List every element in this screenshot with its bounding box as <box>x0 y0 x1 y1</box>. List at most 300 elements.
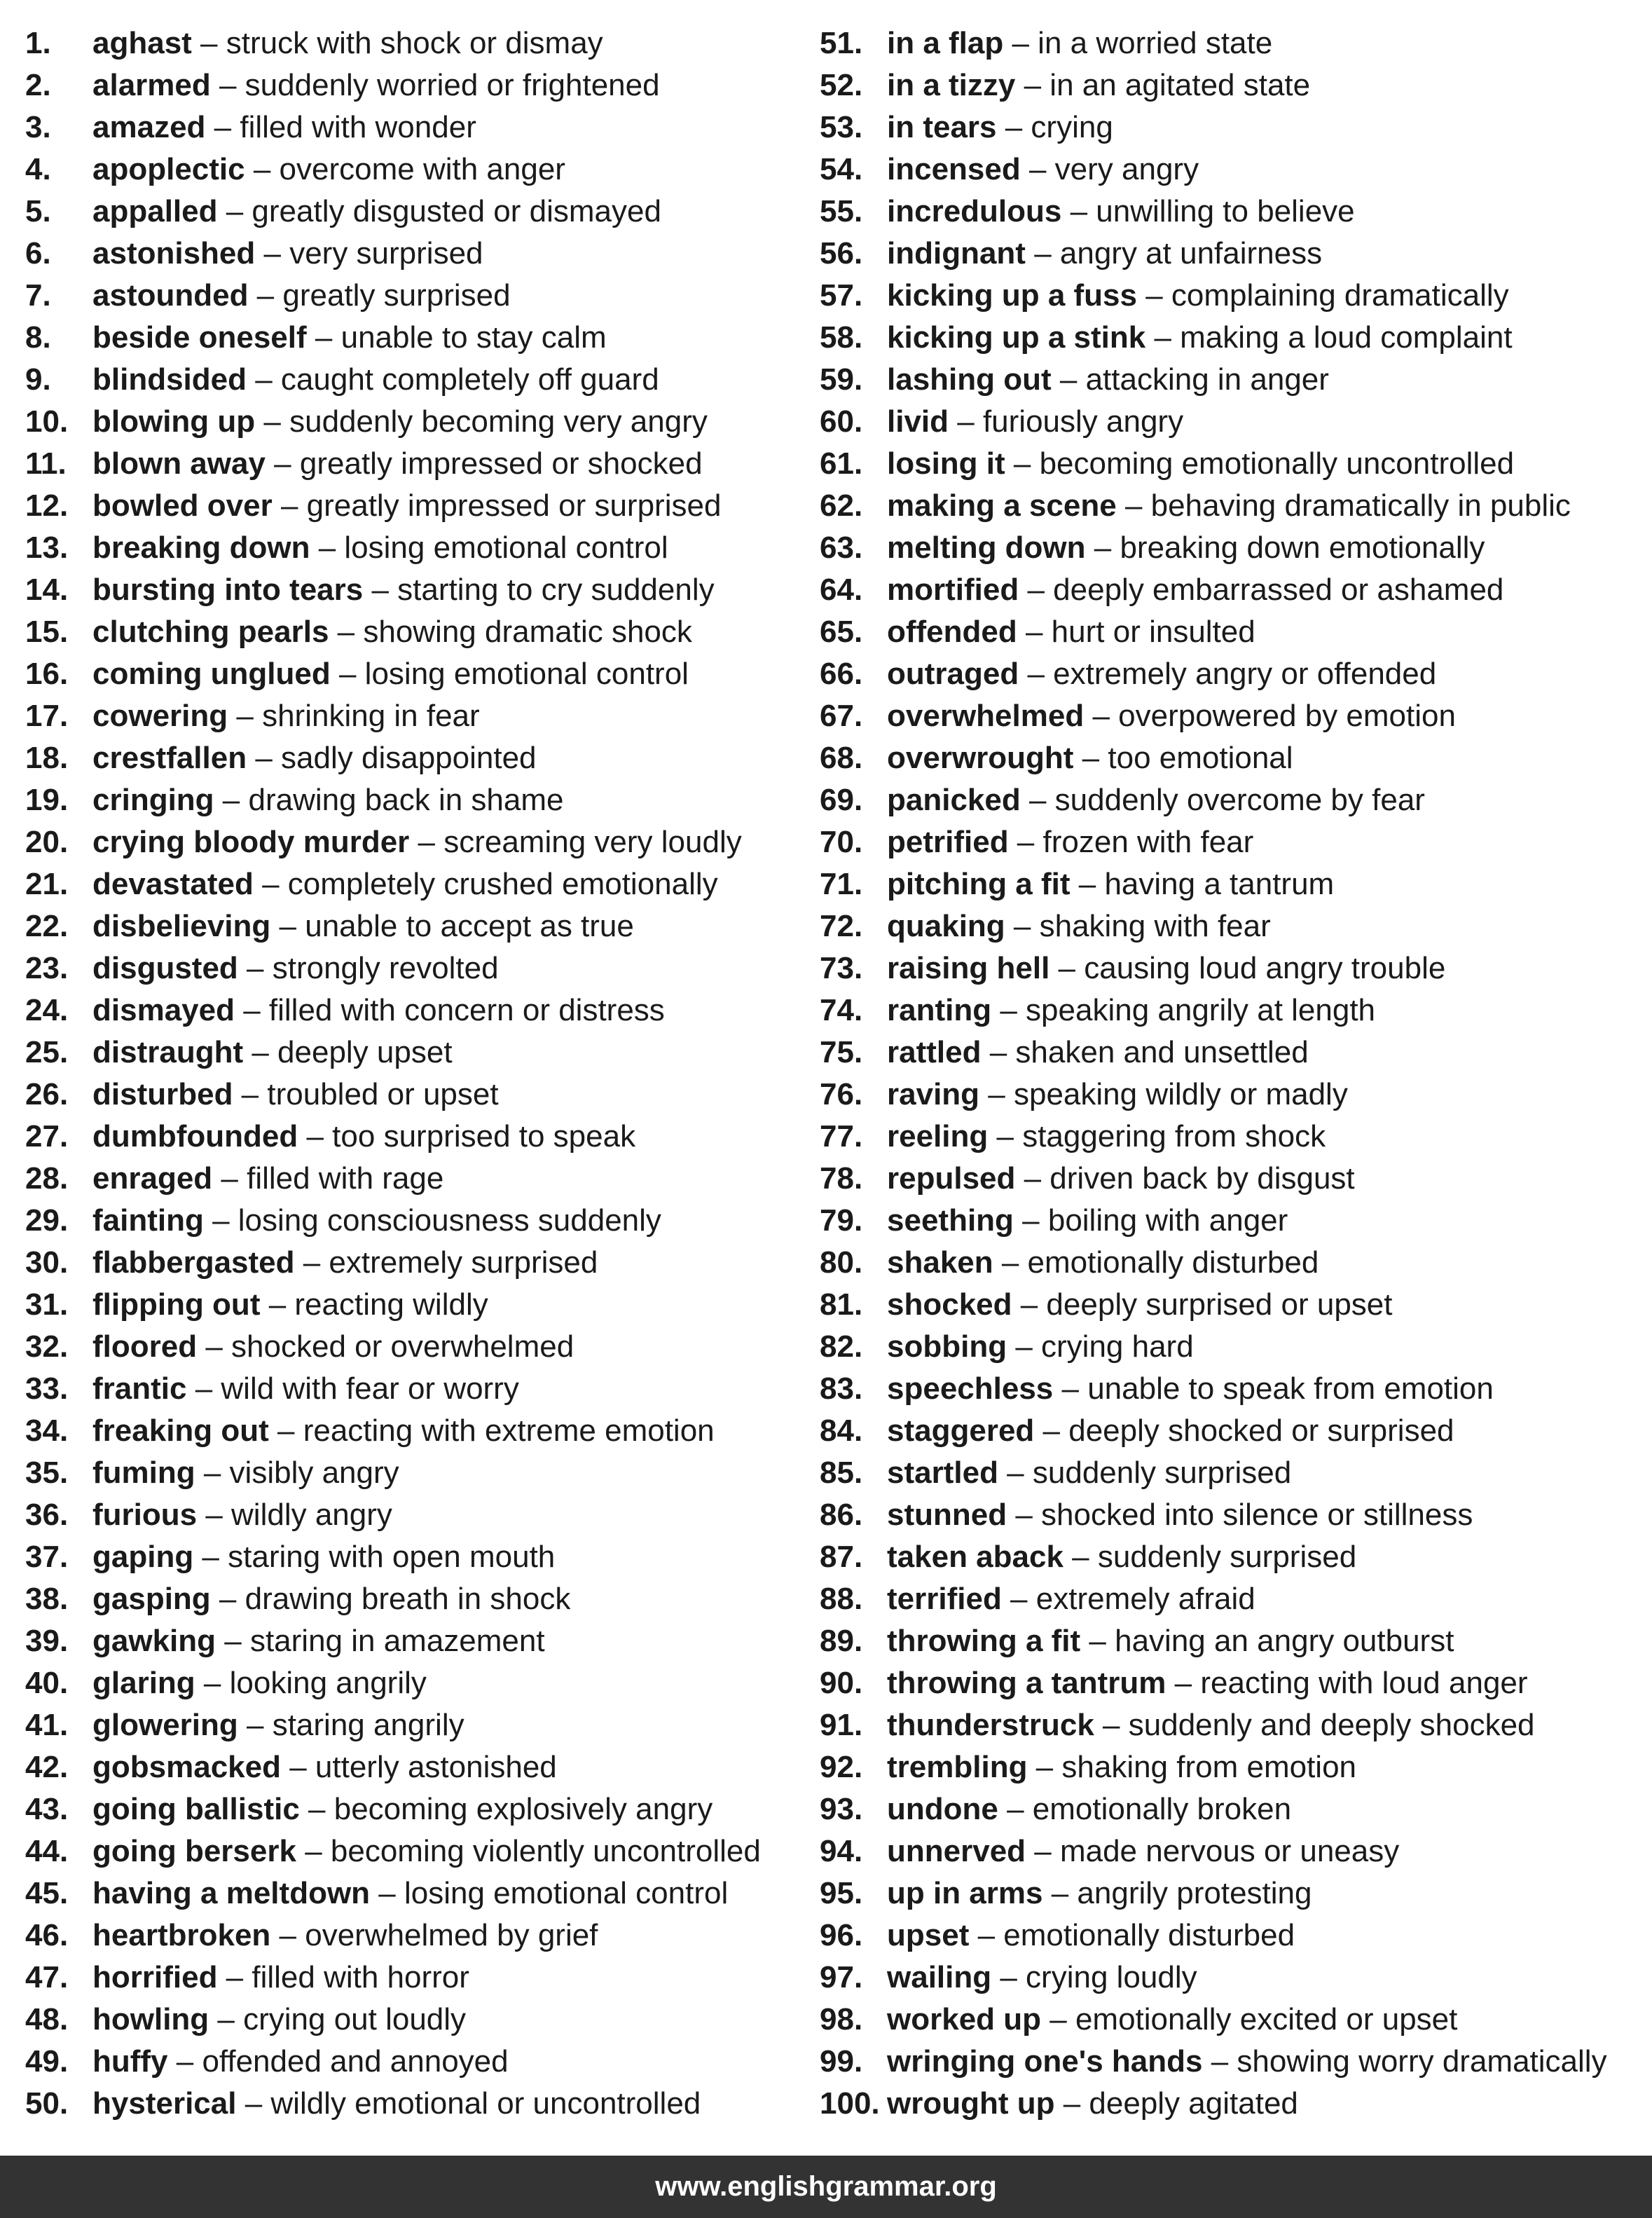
list-item-text <box>92 1200 661 1242</box>
list-item-number: 99. <box>820 2044 863 2079</box>
list-item-text <box>92 1074 499 1116</box>
list-item-term: repulsed <box>887 1161 1016 1196</box>
list-item-term: stunned <box>887 1498 1007 1532</box>
list-item <box>820 695 1646 737</box>
list-item-number: 83. <box>820 1371 863 1406</box>
list-item-number: 62. <box>820 488 863 523</box>
list-item-definition: – overwhelmed by grief <box>270 1918 598 1952</box>
list-item-term: appalled <box>92 194 218 228</box>
list-item-text <box>887 1326 1194 1368</box>
list-item-term: dismayed <box>92 993 235 1027</box>
list-item-number: 9. <box>25 362 51 397</box>
list-item-term: speechless <box>887 1371 1054 1406</box>
list-item-term: in a flap <box>887 26 1004 60</box>
list-item <box>820 990 1646 1032</box>
list-item-term: gasping <box>92 1582 211 1616</box>
list-item-text <box>887 863 1334 905</box>
list-item-number: 5. <box>25 194 51 228</box>
list-item-term: worked up <box>887 2002 1042 2036</box>
list-item <box>820 1536 1646 1578</box>
list-item-definition: – filled with wonder <box>205 110 476 144</box>
list-item-text <box>92 1662 427 1704</box>
list-item-text <box>887 1116 1326 1158</box>
list-item-text <box>887 905 1271 947</box>
list-item-definition: – behaving dramatically in public <box>1116 488 1571 523</box>
list-item-term: freaking out <box>92 1413 269 1448</box>
list-item <box>25 1368 810 1410</box>
list-item-number: 8. <box>25 320 51 355</box>
list-item-definition: – shocked or overwhelmed <box>197 1329 574 1364</box>
list-item-number: 21. <box>25 867 69 901</box>
list-item-term: astonished <box>92 236 256 271</box>
list-item-definition: – emotionally disturbed <box>993 1245 1319 1280</box>
list-item-definition: – greatly impressed or surprised <box>272 488 722 523</box>
list-item-text <box>887 1957 1197 1999</box>
list-item-text <box>887 1788 1291 1830</box>
list-item-term: blowing up <box>92 404 256 439</box>
list-item-definition: – extremely angry or offended <box>1019 657 1437 691</box>
list-item-number: 87. <box>820 1540 863 1574</box>
list-item <box>820 359 1646 401</box>
list-item <box>820 1915 1646 1957</box>
list-item <box>25 401 810 443</box>
list-item <box>25 863 810 905</box>
list-item-definition: – unable to accept as true <box>270 909 634 943</box>
list-item-number: 70. <box>820 825 863 859</box>
list-item-term: in a tizzy <box>887 68 1016 102</box>
list-item-number: 95. <box>820 1876 863 1910</box>
list-item-term: bursting into tears <box>92 573 364 607</box>
list-item-definition: – losing emotional control <box>370 1876 729 1910</box>
list-item-definition: – overcome with anger <box>245 152 565 186</box>
list-item <box>25 1032 810 1074</box>
list-item-text <box>887 569 1503 611</box>
list-item-definition: – wild with fear or worry <box>186 1371 519 1406</box>
list-item-definition: – suddenly surprised <box>1063 1540 1357 1574</box>
list-item-text <box>92 1957 469 1999</box>
list-item-definition: – having an angry outburst <box>1080 1624 1454 1658</box>
list-item-number: 25. <box>25 1035 69 1069</box>
list-item-text <box>92 1873 728 1915</box>
list-item-term: huffy <box>92 2044 168 2079</box>
list-item-definition: – reacting with extreme emotion <box>268 1413 715 1448</box>
footer-bar <box>0 2156 1652 2218</box>
list-item-definition: – drawing back in shame <box>214 783 564 817</box>
list-item <box>25 2041 810 2083</box>
list-item-definition: – greatly disgusted or dismayed <box>217 194 661 228</box>
list-item-number: 84. <box>820 1413 863 1448</box>
list-item-text <box>887 1200 1288 1242</box>
list-item-term: offended <box>887 615 1017 649</box>
list-item-term: overwhelmed <box>887 699 1085 733</box>
list-item-number: 20. <box>25 825 69 859</box>
list-item-term: flipping out <box>92 1287 261 1322</box>
list-item-term: disbelieving <box>92 909 271 943</box>
list-item <box>25 737 810 779</box>
list-item-text <box>92 990 665 1032</box>
list-item <box>25 821 810 863</box>
list-item-number: 63. <box>820 530 863 565</box>
list-item-number: 76. <box>820 1077 863 1111</box>
list-item-number: 32. <box>25 1329 69 1364</box>
list-item <box>25 149 810 191</box>
list-item-number: 37. <box>25 1540 69 1574</box>
list-item <box>25 695 810 737</box>
list-item-number: 36. <box>25 1498 69 1532</box>
list-item <box>25 485 810 527</box>
list-item <box>820 64 1646 107</box>
list-item <box>820 2083 1646 2125</box>
list-item-term: astounded <box>92 278 249 313</box>
list-item-term: crestfallen <box>92 741 247 775</box>
list-item-term: mortified <box>887 573 1019 607</box>
list-item-term: incredulous <box>887 194 1062 228</box>
list-item-number: 38. <box>25 1582 69 1616</box>
list-item-number: 30. <box>25 1245 69 1280</box>
list-item-definition: – unwilling to believe <box>1061 194 1355 228</box>
list-item-number: 16. <box>25 657 69 691</box>
list-item-text <box>887 611 1255 653</box>
list-item-number: 92. <box>820 1750 863 1784</box>
list-item <box>820 1746 1646 1788</box>
list-item-term: panicked <box>887 783 1021 817</box>
list-item <box>820 443 1646 485</box>
list-item-text <box>92 1494 392 1536</box>
list-item-term: clutching pearls <box>92 615 329 649</box>
list-item-definition: – filled with rage <box>212 1161 444 1196</box>
list-item <box>25 569 810 611</box>
list-item-definition: – staring in amazement <box>216 1624 545 1658</box>
list-item-term: wailing <box>887 1960 992 1994</box>
list-item-number: 39. <box>25 1624 69 1658</box>
list-item-number: 28. <box>25 1161 69 1196</box>
list-item-text <box>92 1536 555 1578</box>
list-item-term: heartbroken <box>92 1918 271 1952</box>
list-item-number: 41. <box>25 1708 69 1742</box>
list-item <box>25 527 810 569</box>
list-item-text <box>92 863 718 905</box>
list-item-number: 69. <box>820 783 863 817</box>
list-item <box>820 779 1646 821</box>
list-item <box>820 737 1646 779</box>
list-item-number: 35. <box>25 1456 69 1490</box>
list-item-term: cowering <box>92 699 228 733</box>
list-item-number: 34. <box>25 1413 69 1448</box>
list-item-text <box>92 401 708 443</box>
list-item-definition: – deeply embarrassed or ashamed <box>1019 573 1504 607</box>
list-item-text <box>92 107 476 149</box>
list-item-definition: – caught completely off guard <box>247 362 659 397</box>
list-item-text <box>887 149 1199 191</box>
list-item <box>25 1116 810 1158</box>
list-item-definition: – starting to cry suddenly <box>363 573 715 607</box>
list-item-text <box>92 1452 399 1494</box>
list-item-term: outraged <box>887 657 1019 691</box>
list-item-number: 29. <box>25 1203 69 1238</box>
list-item-text <box>887 1494 1473 1536</box>
list-item-number: 89. <box>820 1624 863 1658</box>
list-item-number: 90. <box>820 1666 863 1700</box>
list-item <box>820 1620 1646 1662</box>
list-item-term: cringing <box>92 783 214 817</box>
list-item-number: 72. <box>820 909 863 943</box>
list-item <box>820 905 1646 947</box>
list-item <box>25 107 810 149</box>
list-item <box>25 275 810 317</box>
list-item-definition: – driven back by disgust <box>1015 1161 1355 1196</box>
list-item <box>25 611 810 653</box>
list-item-number: 88. <box>820 1582 863 1616</box>
list-item-text <box>887 1578 1255 1620</box>
list-item-number: 26. <box>25 1077 69 1111</box>
list-item-definition: – suddenly worried or frightened <box>210 68 660 102</box>
list-item-term: pitching a fit <box>887 867 1071 901</box>
list-item-number: 53. <box>820 110 863 144</box>
list-item-text <box>92 947 499 990</box>
list-item-term: seething <box>887 1203 1014 1238</box>
list-item <box>820 233 1646 275</box>
list-item-text <box>887 359 1329 401</box>
list-item-term: wrought up <box>887 2086 1055 2121</box>
list-item-text <box>887 2041 1607 2083</box>
list-item-number: 85. <box>820 1456 863 1490</box>
list-item-term: amazed <box>92 110 206 144</box>
list-item-term: trembling <box>887 1750 1028 1784</box>
list-item-text <box>887 1915 1295 1957</box>
list-item-text <box>887 233 1322 275</box>
list-item-text <box>92 1620 545 1662</box>
list-item-text <box>92 1999 466 2041</box>
list-item-term: shocked <box>887 1287 1012 1322</box>
list-item <box>25 653 810 695</box>
list-item-text <box>887 653 1436 695</box>
list-item-term: gaping <box>92 1540 194 1574</box>
list-item-term: blindsided <box>92 362 247 397</box>
list-item-term: lashing out <box>887 362 1052 397</box>
list-item <box>820 1999 1646 2041</box>
list-item-text <box>887 1452 1291 1494</box>
list-item-term: wringing one's hands <box>887 2044 1203 2079</box>
list-item-definition: – hurt or insulted <box>1017 615 1255 649</box>
list-item-definition: – staggering from shock <box>988 1119 1326 1154</box>
list-item <box>820 1074 1646 1116</box>
list-item-text <box>887 1242 1319 1284</box>
list-item-term: dumbfounded <box>92 1119 298 1154</box>
list-item-number: 73. <box>820 951 863 985</box>
list-item-term: upset <box>887 1918 970 1952</box>
list-item-term: alarmed <box>92 68 211 102</box>
list-item-number: 97. <box>820 1960 863 1994</box>
list-item-text <box>887 1536 1356 1578</box>
list-item-definition: – very angry <box>1020 152 1199 186</box>
list-item <box>25 1915 810 1957</box>
list-item-text <box>92 485 721 527</box>
list-item-text <box>92 275 511 317</box>
list-item-text <box>92 737 537 779</box>
list-item-text <box>887 990 1375 1032</box>
list-item-definition: – attacking in anger <box>1051 362 1329 397</box>
list-item-term: horrified <box>92 1960 218 1994</box>
list-item-definition: – speaking angrily at length <box>991 993 1376 1027</box>
list-item <box>820 1704 1646 1746</box>
list-item-number: 82. <box>820 1329 863 1364</box>
list-item-number: 75. <box>820 1035 863 1069</box>
list-item <box>820 149 1646 191</box>
list-item-term: fuming <box>92 1456 195 1490</box>
list-item <box>820 485 1646 527</box>
list-item-definition: – unable to stay calm <box>306 320 607 355</box>
list-item-definition: – losing emotional control <box>330 657 689 691</box>
list-item-text <box>92 233 483 275</box>
list-item-number: 100. <box>820 2086 880 2121</box>
list-item-number: 6. <box>25 236 51 271</box>
list-item-text <box>887 695 1456 737</box>
list-item-text <box>92 569 715 611</box>
list-item-text <box>887 737 1293 779</box>
list-item-number: 79. <box>820 1203 863 1238</box>
list-item <box>820 1957 1646 1999</box>
list-item-definition: – filled with horror <box>217 1960 469 1994</box>
list-item-definition: – troubled or upset <box>233 1077 499 1111</box>
list-item-definition: – made nervous or uneasy <box>1026 1834 1400 1868</box>
list-item-term: breaking down <box>92 530 310 565</box>
list-item <box>820 863 1646 905</box>
list-item-number: 81. <box>820 1287 863 1322</box>
list-item <box>25 191 810 233</box>
list-item <box>820 191 1646 233</box>
list-item-definition: – complaining dramatically <box>1136 278 1509 313</box>
list-item-text <box>92 1158 443 1200</box>
list-item-term: fainting <box>92 1203 204 1238</box>
list-item <box>25 1536 810 1578</box>
list-item-number: 40. <box>25 1666 69 1700</box>
list-item-number: 24. <box>25 993 69 1027</box>
list-item-number: 1. <box>25 26 51 60</box>
list-item <box>820 401 1646 443</box>
list-item-term: gobsmacked <box>92 1750 281 1784</box>
list-item-definition: – breaking down emotionally <box>1085 530 1485 565</box>
list-item-text <box>92 1704 464 1746</box>
list-item <box>25 1494 810 1536</box>
list-item-text <box>92 1326 574 1368</box>
list-item-number: 51. <box>820 26 863 60</box>
list-item-definition: – showing dramatic shock <box>329 615 692 649</box>
list-item-number: 11. <box>25 446 67 481</box>
list-item <box>25 1242 810 1284</box>
list-item-definition: – very surprised <box>255 236 483 271</box>
list-item <box>25 233 810 275</box>
list-item-term: furious <box>92 1498 198 1532</box>
list-item-term: disturbed <box>92 1077 233 1111</box>
list-item-number: 74. <box>820 993 863 1027</box>
list-item-number: 57. <box>820 278 863 313</box>
list-item-text <box>887 1873 1312 1915</box>
list-item-text <box>92 2041 509 2083</box>
list-item <box>25 1788 810 1830</box>
list-item-definition: – reacting with loud anger <box>1166 1666 1528 1700</box>
footer-website-link[interactable]: www.englishgrammar.org <box>655 2171 997 2202</box>
list-item-definition: – looking angrily <box>195 1666 427 1700</box>
list-item <box>820 2041 1646 2083</box>
list-item-text <box>92 779 564 821</box>
list-item <box>820 611 1646 653</box>
list-item <box>25 1999 810 2041</box>
list-item-definition: – unable to speak from emotion <box>1053 1371 1494 1406</box>
list-item-number: 96. <box>820 1918 863 1952</box>
list-item <box>820 1410 1646 1452</box>
list-item-text <box>92 191 661 233</box>
list-item-term: terrified <box>887 1582 1002 1616</box>
list-item-text <box>92 1032 453 1074</box>
word-list-column-left <box>25 22 810 2125</box>
list-item-term: aghast <box>92 26 192 60</box>
list-item-term: glowering <box>92 1708 238 1742</box>
list-item-number: 54. <box>820 152 863 186</box>
list-item-definition: – losing emotional control <box>310 530 668 565</box>
list-item <box>25 1452 810 1494</box>
list-item-term: making a scene <box>887 488 1117 523</box>
list-item <box>820 1873 1646 1915</box>
list-item-number: 61. <box>820 446 863 481</box>
list-item-number: 71. <box>820 867 863 901</box>
list-item-definition: – shaking from emotion <box>1027 1750 1357 1784</box>
list-item-definition: – staring with open mouth <box>193 1540 556 1574</box>
list-item-number: 66. <box>820 657 863 691</box>
list-item-text <box>887 1158 1355 1200</box>
list-item-text <box>887 1704 1535 1746</box>
list-item <box>820 1788 1646 1830</box>
list-item-number: 14. <box>25 573 69 607</box>
list-item-number: 15. <box>25 615 69 649</box>
list-item <box>25 359 810 401</box>
list-item-text <box>887 1410 1454 1452</box>
list-item-number: 98. <box>820 2002 863 2036</box>
list-item <box>25 2083 810 2125</box>
list-item-number: 10. <box>25 404 69 439</box>
list-item <box>820 1158 1646 1200</box>
list-item-definition: – visibly angry <box>195 1456 399 1490</box>
list-item <box>25 443 810 485</box>
list-item-definition: – crying out loudly <box>209 2002 467 2036</box>
list-item-term: gawking <box>92 1624 216 1658</box>
list-item-definition: – greatly impressed or shocked <box>265 446 703 481</box>
list-item-term: indignant <box>887 236 1026 271</box>
list-item-text <box>92 1116 635 1158</box>
list-item-definition: – boiling with anger <box>1013 1203 1288 1238</box>
list-item-text <box>887 275 1509 317</box>
list-item <box>25 1957 810 1999</box>
list-item-term: petrified <box>887 825 1009 859</box>
list-item <box>25 1410 810 1452</box>
list-item-term: going berserk <box>92 1834 296 1868</box>
list-item <box>25 1284 810 1326</box>
list-item-text <box>92 317 607 359</box>
list-item-term: going ballistic <box>92 1792 300 1826</box>
list-item-number: 42. <box>25 1750 69 1784</box>
list-item-text <box>92 1368 519 1410</box>
list-item-definition: – in an agitated state <box>1015 68 1311 102</box>
list-item-definition: – utterly astonished <box>280 1750 557 1784</box>
list-item-term: bowled over <box>92 488 273 523</box>
list-item-term: blown away <box>92 446 266 481</box>
list-item-definition: – suddenly surprised <box>998 1456 1292 1490</box>
list-item-definition: – suddenly and deeply shocked <box>1094 1708 1535 1742</box>
word-list-column-right <box>820 22 1646 2125</box>
list-item-text <box>887 1999 1457 2041</box>
list-item-number: 18. <box>25 741 69 775</box>
list-item-term: unnerved <box>887 1834 1026 1868</box>
list-item-text <box>887 1620 1454 1662</box>
